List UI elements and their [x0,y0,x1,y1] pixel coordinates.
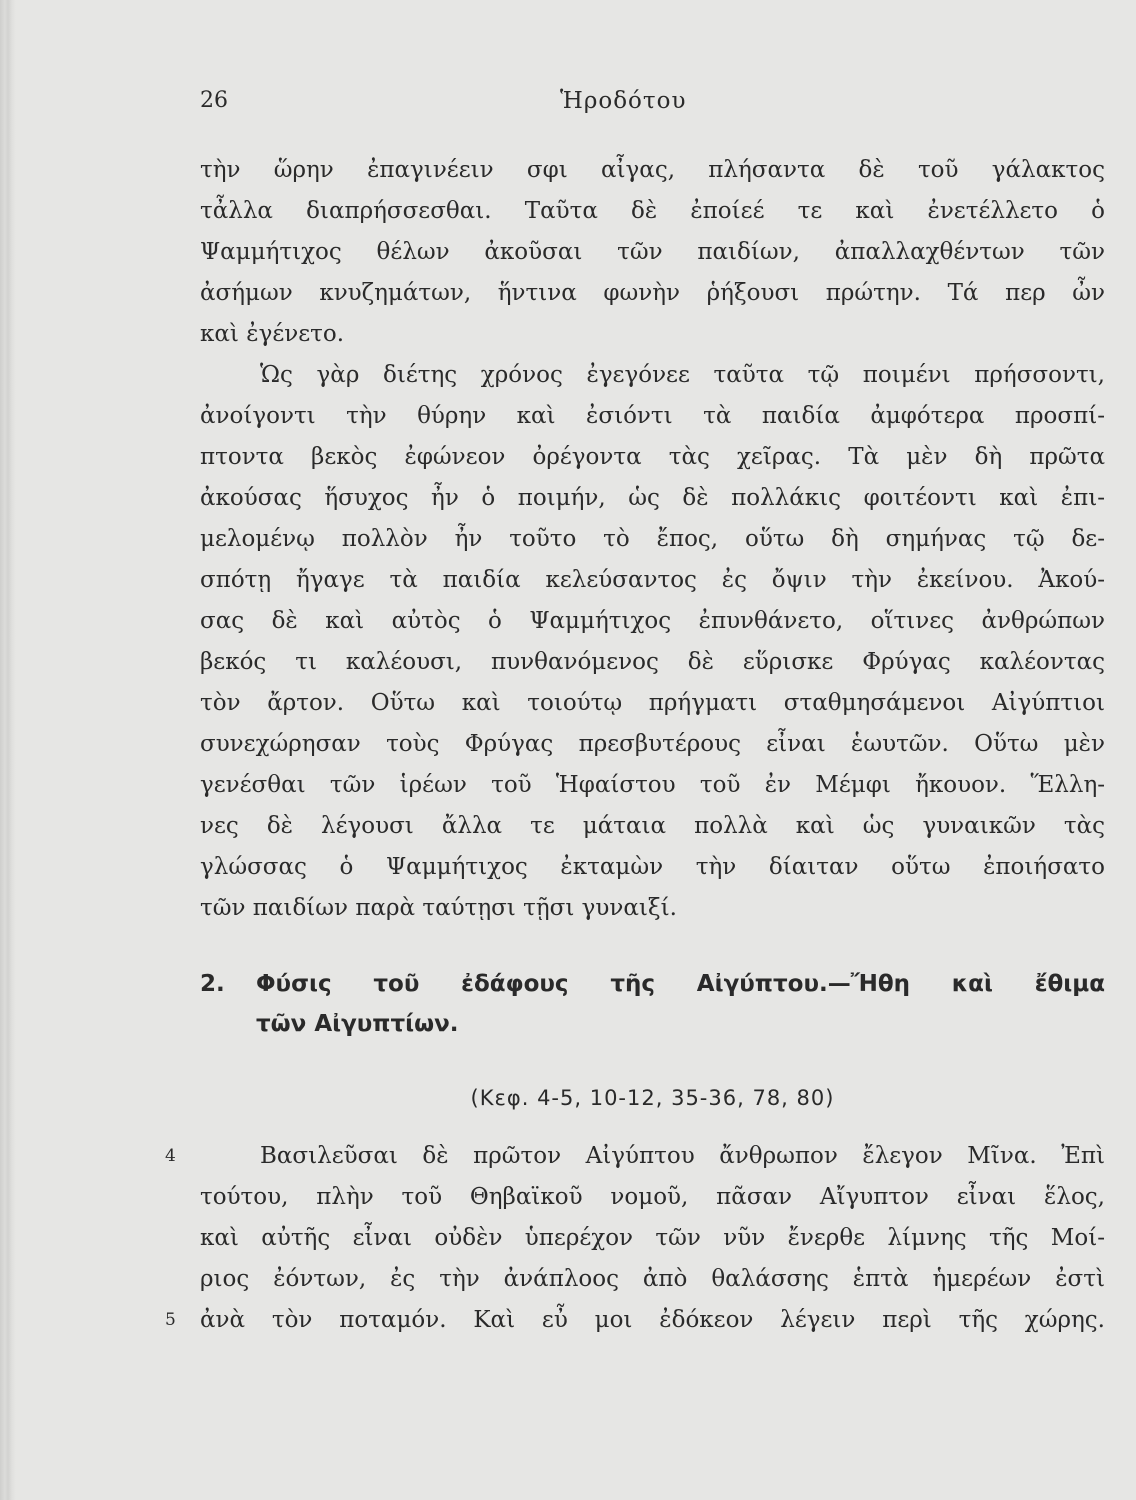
text-line: γενέσθαι τῶν ἱρέων τοῦ Ἡφαίστου τοῦ ἐν Μέμφι ἤκουον. Ἕλλη- [200,772,1105,798]
text-line: πτοντα βεκὸς ἐφώνεον ὀρέγοντα τὰς χεῖρας. Τὰ μὲν δὴ πρῶτα [200,444,1105,470]
text-line: τούτου, πλὴν τοῦ Θηβαϊκοῦ νομοῦ, πᾶσαν Αἴγυπτον εἶναι ἕλος, [200,1184,1105,1210]
text-line: ἀσήμων κνυζημάτων, ἥντινα φωνὴν ῥήξουσι πρώτην. Τά περ ὦν [200,280,1105,306]
text-line: σπότῃ ἤγαγε τὰ παιδία κελεύσαντος ἐς ὄψιν τὴν ἐκείνου. Ἀκού- [200,567,1105,593]
text-line: γλώσσας ὁ Ψαμμήτιχος ἐκταμὼν τὴν δίαιταν οὕτω ἐποιήσατο [200,854,1105,880]
section-title-text: Φύσις τοῦ ἐδάφους τῆς Αἰγύπτου.—Ἤθη καὶ ἔθιμα [256,971,1105,997]
page-number: 26 [200,88,228,113]
text-line: Ψαμμήτιχος θέλων ἀκοῦσαι τῶν παιδίων, ἀπαλλαχθέντων τῶν [200,239,1105,265]
text-line: καὶ ἐγένετο. [200,321,345,347]
text-line: τὴν ὥρην ἐπαγινέειν σφι αἶγας, πλήσαντα δὲ τοῦ γάλακτος [200,157,1105,183]
text-line: ἀνὰ τὸν ποταμόν. Καὶ εὖ μοι ἐδόκεον λέγειν περὶ τῆς χώρης. [200,1307,1105,1333]
text-line: Ὡς γὰρ διέτης χρόνος ἐγεγόνεε ταῦτα τῷ ποιμένι πρήσσοντι, [260,362,1105,388]
section-heading [200,964,1105,1044]
text-line: νες δὲ λέγουσι ἄλλα τε μάταια πολλὰ καὶ ὡς γυναικῶν τὰς [200,813,1105,839]
page-edge-shadow [0,0,16,1500]
text-line: ἀκούσας ἥσυχος ἦν ὁ ποιμήν, ὡς δὲ πολλάκις φοιτέοντι καὶ ἐπι- [200,485,1105,511]
chapter-reference: (Κεφ. 4-5, 10-12, 35-36, 78, 80) [470,1086,835,1110]
paragraph-continued [200,150,1105,355]
text-line: τἆλλα διαπρήσσεσθαι. Ταῦτα δὲ ἐποίεέ τε καὶ ἐνετέλλετο ὁ [200,198,1105,224]
text-line: τὸν ἄρτον. Οὕτω καὶ τοιούτῳ πρήγματι σταθμησάμενοι Αἰγύπτιοι [200,690,1105,716]
margin-line-number: 4 [165,1146,176,1166]
text-line: τῶν παιδίων παρὰ ταύτῃσι τῇσι γυναιξί. [200,895,677,921]
paragraph-third [200,1136,1105,1341]
page-header [200,88,1105,122]
paragraph-second [200,355,1105,929]
text-line: σας δὲ καὶ αὐτὸς ὁ Ψαμμήτιχος ἐπυνθάνετο, οἵτινες ἀνθρώπων [200,608,1105,634]
section-number: 2. [200,971,225,997]
text-line: καὶ αὐτῆς εἶναι οὐδὲν ὑπερέχον τῶν νῦν ἔνερθε λίμνης τῆς Μοί- [200,1225,1105,1251]
margin-line-number: 5 [165,1310,176,1330]
text-line: βεκός τι καλέουσι, πυνθανόμενος δὲ εὕρισκε Φρύγας καλέοντας [200,649,1105,675]
text-line: Βασιλεῦσαι δὲ πρῶτον Αἰγύπτου ἄνθρωπον ἔλεγον Μῖνα. Ἐπὶ [260,1143,1105,1169]
text-line: μελομένῳ πολλὸν ἦν τοῦτο τὸ ἔπος, οὕτω δὴ σημήνας τῷ δε- [200,526,1105,552]
text-line: ἀνοίγοντι τὴν θύρην καὶ ἐσιόντι τὰ παιδία ἀμφότερα προσπί- [200,403,1105,429]
section-title-line-2: τῶν Αἰγυπτίων. [256,1011,459,1037]
running-title: Ἡροδότου [560,88,687,114]
text-line: ριος ἐόντων, ἐς τὴν ἀνάπλοος ἀπὸ θαλάσσης ἑπτὰ ἡμερέων ἐστὶ [200,1266,1105,1292]
text-line: συνεχώρησαν τοὺς Φρύγας πρεσβυτέρους εἶναι ἑωυτῶν. Οὕτω μὲν [200,731,1105,757]
section-title-line-1 [200,964,1105,1004]
